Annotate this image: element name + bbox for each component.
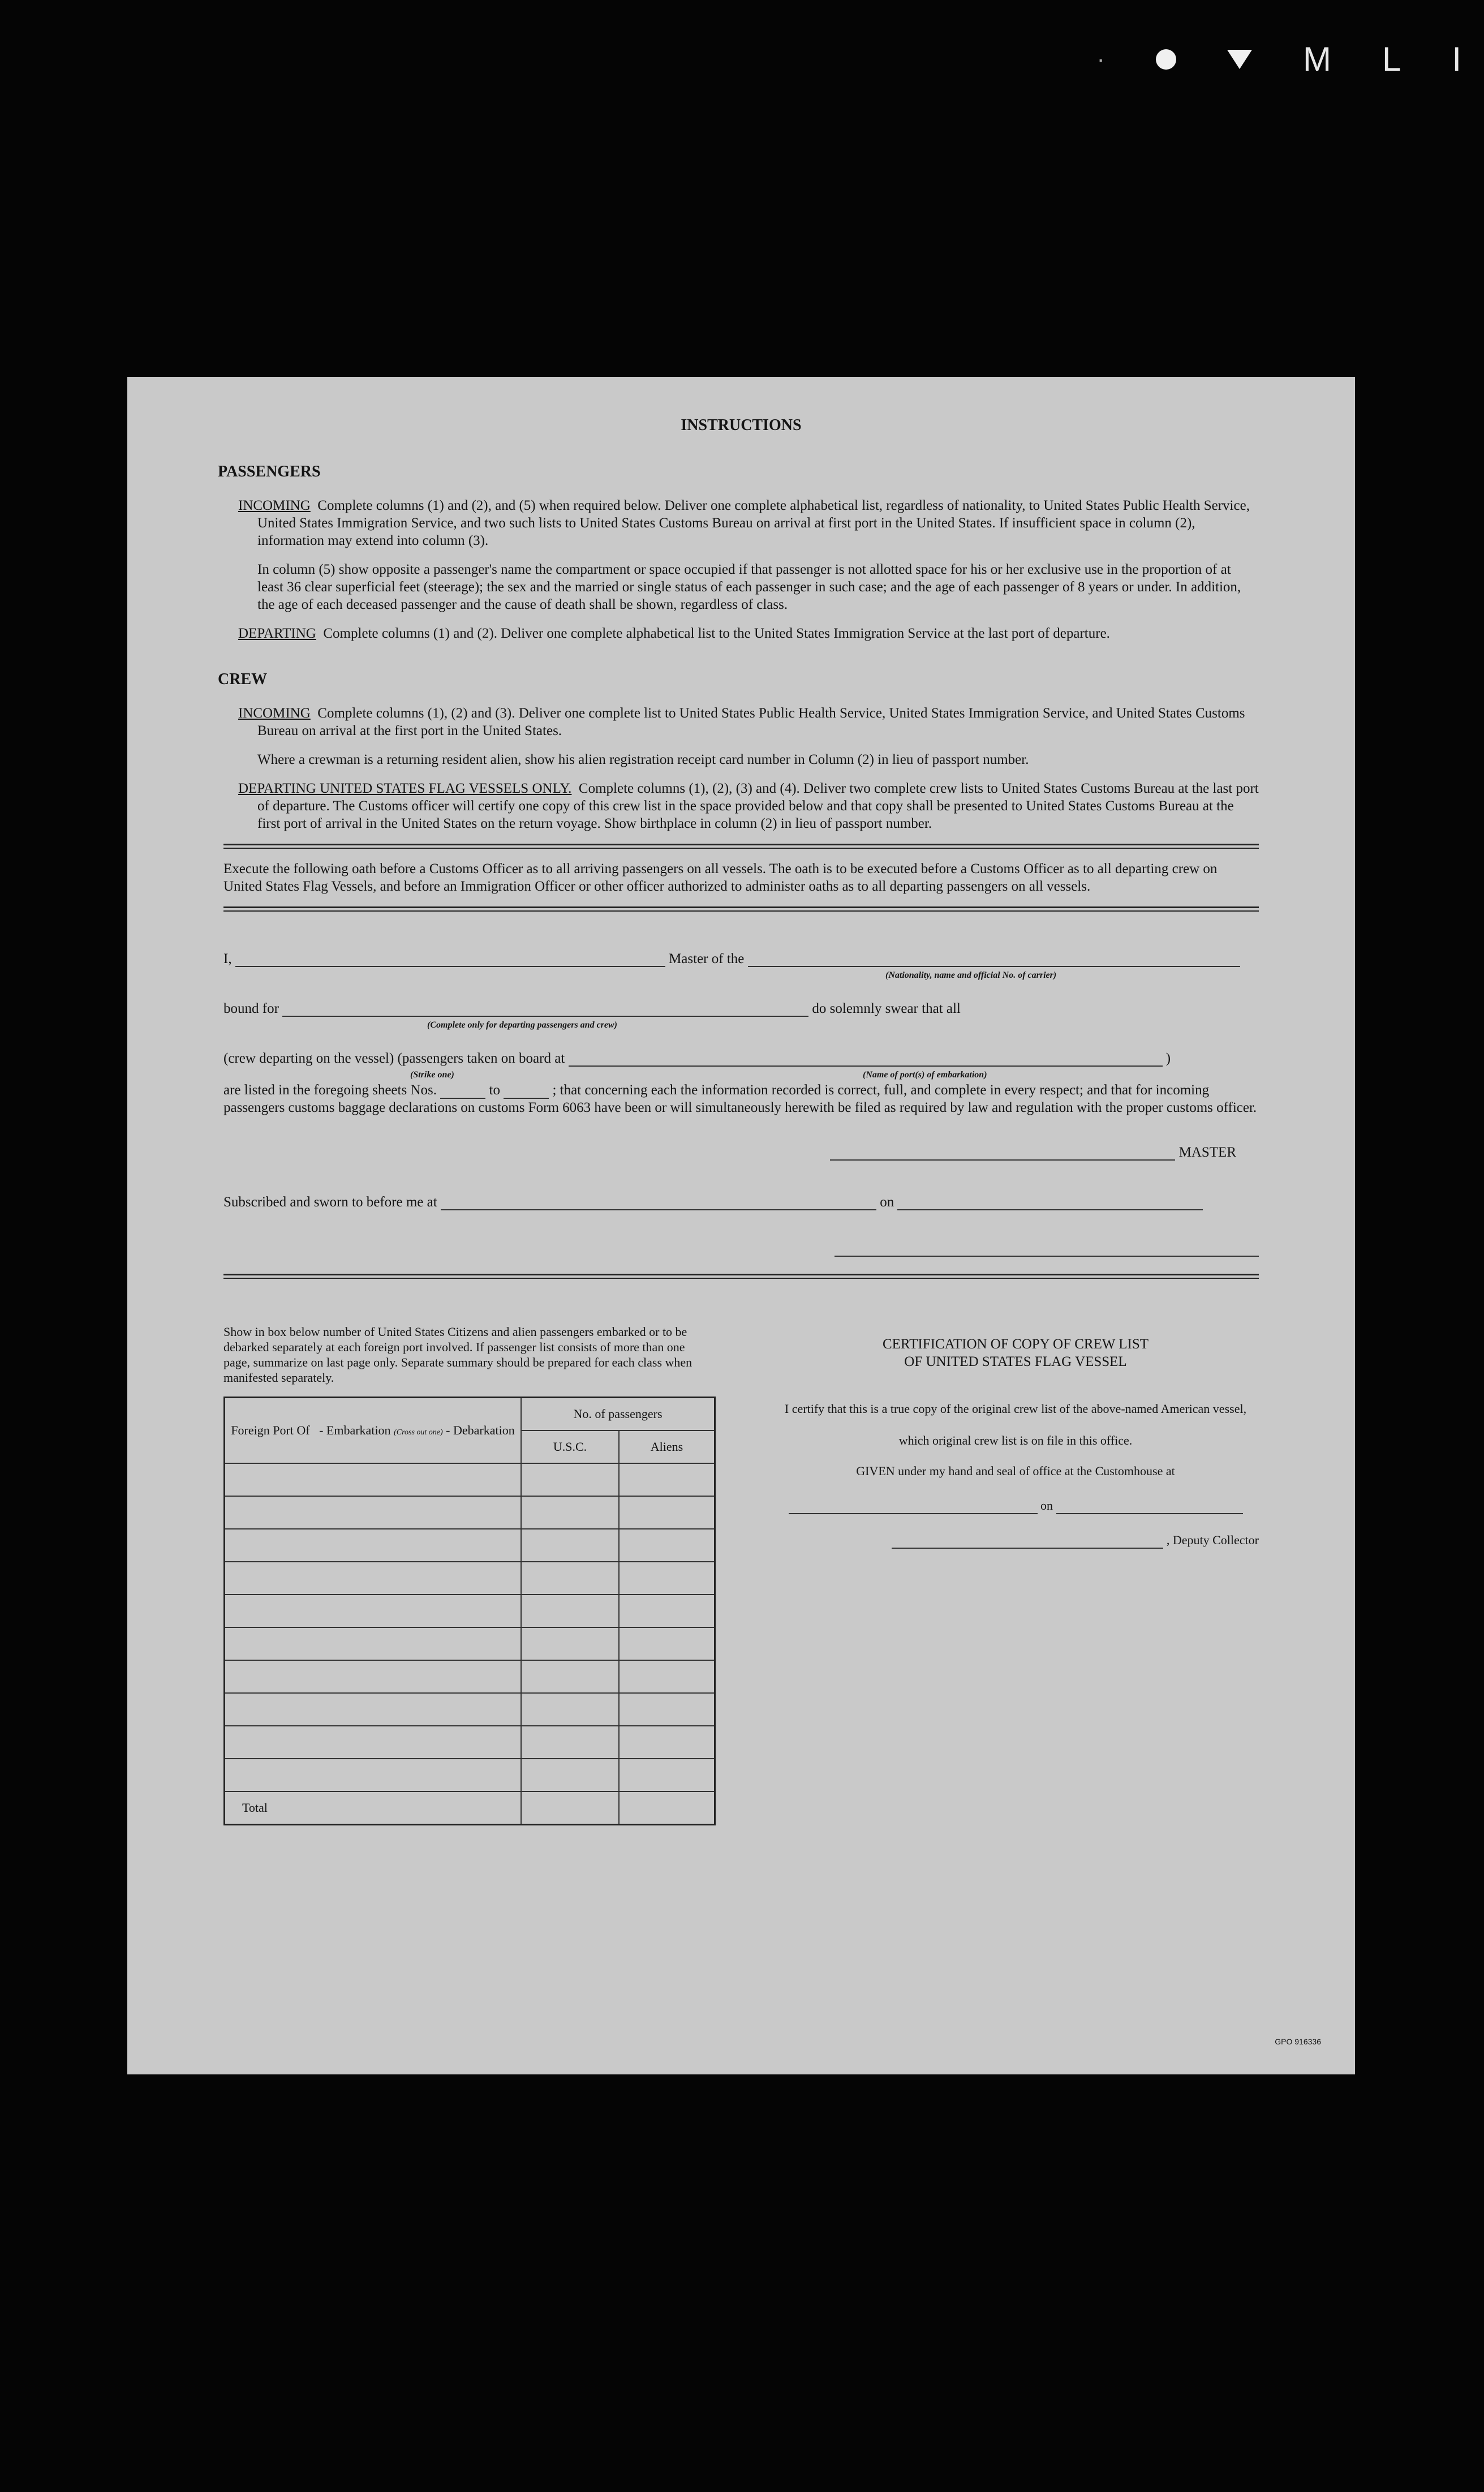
gpo-code: GPO 916336 xyxy=(1275,2037,1321,2046)
table-row xyxy=(225,1463,715,1496)
cross-out-note: (Cross out one) xyxy=(394,1428,443,1437)
aliens-cell[interactable] xyxy=(619,1529,715,1562)
usc-header: U.S.C. xyxy=(521,1430,619,1463)
on-label: on xyxy=(1040,1498,1053,1513)
circle-icon xyxy=(1156,49,1176,70)
table-row xyxy=(225,1496,715,1529)
crew-departing-label: DEPARTING UNITED STATES FLAG VESSELS ONLY. xyxy=(238,781,572,796)
aliens-cell[interactable] xyxy=(619,1759,715,1791)
usc-cell[interactable] xyxy=(521,1463,619,1496)
foreign-port-header: Foreign Port Of xyxy=(231,1423,310,1437)
instructions-title: INSTRUCTIONS xyxy=(681,416,802,434)
passenger-summary-table xyxy=(223,1397,716,1825)
passenger-incoming-label: INCOMING xyxy=(238,498,311,513)
swear-label: do solemnly swear that all xyxy=(812,1001,961,1016)
on-label: on xyxy=(880,1195,894,1210)
strike-note: (Strike one) xyxy=(410,1070,454,1080)
master-of-the-label: Master of the xyxy=(669,951,745,966)
deputy-row xyxy=(772,1531,1259,1549)
divider xyxy=(223,906,1259,912)
table-row xyxy=(225,1660,715,1693)
sheet-from-field[interactable] xyxy=(440,1084,485,1099)
subscribed-label: Subscribed and sworn to before me at xyxy=(223,1195,437,1210)
port-cell[interactable] xyxy=(225,1759,522,1791)
aliens-cell[interactable] xyxy=(619,1463,715,1496)
certify-text: I certify that this is a true copy of the original crew list of the above-named American vessel, which original crew list is on file in this office. xyxy=(784,1402,1247,1447)
sworn-date-field[interactable] xyxy=(897,1196,1203,1210)
crew-incoming-text: Complete columns (1), (2) and (3). Deliver one complete list to United States Public Health Service, United States Immigration Service, and United States Customs Bureau on arrival at the first port in the United States. xyxy=(257,706,1245,738)
summary-section xyxy=(223,1324,710,1825)
master-signature-row xyxy=(223,1145,1259,1161)
aliens-cell[interactable] xyxy=(619,1627,715,1660)
aliens-cell[interactable] xyxy=(619,1595,715,1627)
customhouse-field[interactable] xyxy=(789,1500,1038,1514)
certification-title-1: CERTIFICATION OF COPY OF CREW LIST xyxy=(882,1337,1149,1352)
master-name-field[interactable] xyxy=(235,952,665,967)
frame-tick: · xyxy=(1096,45,1105,73)
corner-mark-i: I xyxy=(1452,40,1461,78)
summary-rows xyxy=(225,1463,715,1791)
port-cell[interactable] xyxy=(225,1463,522,1496)
port-note: (Name of port(s) of embarkation) xyxy=(863,1070,987,1080)
port-cell[interactable] xyxy=(225,1595,522,1627)
usc-cell[interactable] xyxy=(521,1595,619,1627)
certification-section xyxy=(710,1324,1259,1825)
usc-cell[interactable] xyxy=(521,1496,619,1529)
table-row xyxy=(225,1759,715,1791)
passenger-incoming xyxy=(223,497,1259,549)
close-paren: ) xyxy=(1165,1051,1171,1066)
master-signature-field[interactable] xyxy=(830,1146,1175,1161)
summary-instruction: Show in box below number of United States Citizens and alien passengers embarked or to be debarked separately at each foreign port involved. If passenger list consists of more than one page, summarize on last page only. Separate summary should be prepared for each class when manifested separately. xyxy=(223,1325,692,1385)
listed-statement xyxy=(223,1081,1259,1116)
crew-departing-text: Complete columns (1), (2), (3) and (4). Deliver two complete crew lists to United States Customs Bureau at the last port of departure. The Customs officer will certify one copy of this crew list in the space provided below and that copy shall be presented to United States Customs Bureau at the first port of arrival in the United States on the return voyage. Show birthplace in column (2) in lieu of passport number. xyxy=(257,781,1259,831)
aliens-cell[interactable] xyxy=(619,1693,715,1726)
complete-note: (Complete only for departing passengers and crew) xyxy=(427,1020,617,1030)
form-sheet xyxy=(127,377,1355,2074)
total-aliens-cell[interactable] xyxy=(619,1791,715,1825)
i-label: I, xyxy=(223,951,232,966)
passenger-column5-text: In column (5) show opposite a passenger's name the compartment or space occupied if that passenger is not allotted space for his or her exclusive use in the proportion of at least 36 clear superficial feet (steerage); the sex and the married or single status of each passenger in such case; and the age of each passenger of 8 years or under. In addition, the age of each deceased passenger and the cause of death shall be shown, regardless of class. xyxy=(257,562,1241,612)
port-cell[interactable] xyxy=(225,1693,522,1726)
corner-mark-m: M xyxy=(1302,40,1331,78)
vessel-field[interactable] xyxy=(748,952,1240,967)
passenger-departing-text: Complete columns (1) and (2). Deliver one complete alphabetical list to the United States Immigration Service at the last port of departure. xyxy=(323,626,1110,641)
bound-for-label: bound for xyxy=(223,1001,279,1016)
corner-mark-l: L xyxy=(1382,40,1401,78)
port-cell[interactable] xyxy=(225,1726,522,1759)
aliens-cell[interactable] xyxy=(619,1660,715,1693)
given-text: GIVEN under my hand and seal of office at the Customhouse at xyxy=(856,1464,1175,1478)
sheet-to-field[interactable] xyxy=(504,1084,549,1099)
port-cell[interactable] xyxy=(225,1562,522,1595)
embarkation-label: - Embarkation xyxy=(319,1423,391,1437)
deputy-signature-field[interactable] xyxy=(892,1534,1163,1549)
debarkation-label: - Debarkation xyxy=(446,1423,515,1437)
certify-date-row xyxy=(772,1497,1259,1514)
oath-master-row xyxy=(223,951,1259,980)
passenger-incoming-text: Complete columns (1) and (2), and (5) when required below. Deliver one complete alphabetical list, regardless of nationality, to United States Public Health Service, United States Immigration Service, and two such lists to United States Customs Bureau on arrival at first port in the United States. If insufficient space in column (2), information may extend into column (3). xyxy=(257,498,1250,548)
usc-cell[interactable] xyxy=(521,1726,619,1759)
crew-incoming xyxy=(223,704,1259,740)
embarkation-row xyxy=(223,1051,1259,1080)
crew-incoming-label: INCOMING xyxy=(238,706,311,721)
to-label: to xyxy=(489,1082,500,1098)
bottom-section xyxy=(223,1324,1259,1825)
divider xyxy=(223,844,1259,849)
usc-cell[interactable] xyxy=(521,1627,619,1660)
crew-passengers-label: (crew departing on the vessel) (passengers taken on board at xyxy=(223,1051,565,1066)
officer-signature-field[interactable] xyxy=(835,1242,1259,1257)
table-row xyxy=(225,1627,715,1660)
usc-cell[interactable] xyxy=(521,1660,619,1693)
divider xyxy=(223,1274,1259,1279)
table-row xyxy=(225,1693,715,1726)
bound-for-row xyxy=(223,1001,1259,1030)
embarkation-port-field[interactable] xyxy=(569,1052,1163,1067)
crew-heading: CREW xyxy=(218,671,268,688)
certify-date-field[interactable] xyxy=(1056,1500,1243,1514)
subscribed-row xyxy=(223,1195,1259,1210)
table-row xyxy=(225,1726,715,1759)
aliens-header: Aliens xyxy=(619,1430,715,1463)
total-label: Total xyxy=(225,1791,522,1825)
passenger-departing-label: DEPARTING xyxy=(238,626,316,641)
passenger-departing xyxy=(223,625,1259,642)
port-cell[interactable] xyxy=(225,1660,522,1693)
passengers-heading: PASSENGERS xyxy=(218,463,321,480)
port-cell[interactable] xyxy=(225,1529,522,1562)
port-cell[interactable] xyxy=(225,1627,522,1660)
crew-departing xyxy=(223,780,1259,832)
master-label: MASTER xyxy=(1178,1145,1236,1160)
usc-cell[interactable] xyxy=(521,1529,619,1562)
table-row xyxy=(225,1595,715,1627)
usc-cell[interactable] xyxy=(521,1693,619,1726)
listed-suffix: ; that concerning each the information recorded is correct, full, and complete in every respect; and that for incoming passengers customs baggage declarations on customs Form 6063 have been or will simultaneously herewith be filed as required by law and regulation with the proper customs officer. xyxy=(223,1082,1257,1115)
nationality-note: (Nationality, name and official No. of carrier) xyxy=(885,970,1057,980)
num-passengers-header: No. of passengers xyxy=(521,1398,715,1431)
oath-intro: Execute the following oath before a Customs Officer as to all arriving passengers on all vessels. The oath is to be executed before a Customs Officer as to all departing crew on United States Flag Vessels, and before an Immigration Officer or other officer authorized to administer oaths as to all departing passengers on all vessels. xyxy=(223,861,1218,894)
port-cell[interactable] xyxy=(225,1496,522,1529)
film-frame-marks xyxy=(1096,40,1461,79)
aliens-cell[interactable] xyxy=(619,1496,715,1529)
usc-cell[interactable] xyxy=(521,1562,619,1595)
listed-prefix: are listed in the foregoing sheets Nos. xyxy=(223,1082,437,1098)
usc-cell[interactable] xyxy=(521,1759,619,1791)
port-header-cell xyxy=(225,1398,522,1464)
certification-title-2: OF UNITED STATES FLAG VESSEL xyxy=(904,1354,1127,1369)
table-row xyxy=(225,1529,715,1562)
triangle-icon xyxy=(1227,50,1252,69)
aliens-cell[interactable] xyxy=(619,1562,715,1595)
aliens-cell[interactable] xyxy=(619,1726,715,1759)
deputy-label: , Deputy Collector xyxy=(1166,1533,1259,1547)
sworn-place-field[interactable] xyxy=(441,1196,876,1210)
crew-resident-text: Where a crewman is a returning resident alien, show his alien registration receipt card number in Column (2) in lieu of passport number. xyxy=(257,752,1029,767)
bound-for-field[interactable] xyxy=(282,1002,808,1017)
total-usc-cell[interactable] xyxy=(521,1791,619,1825)
table-row xyxy=(225,1562,715,1595)
